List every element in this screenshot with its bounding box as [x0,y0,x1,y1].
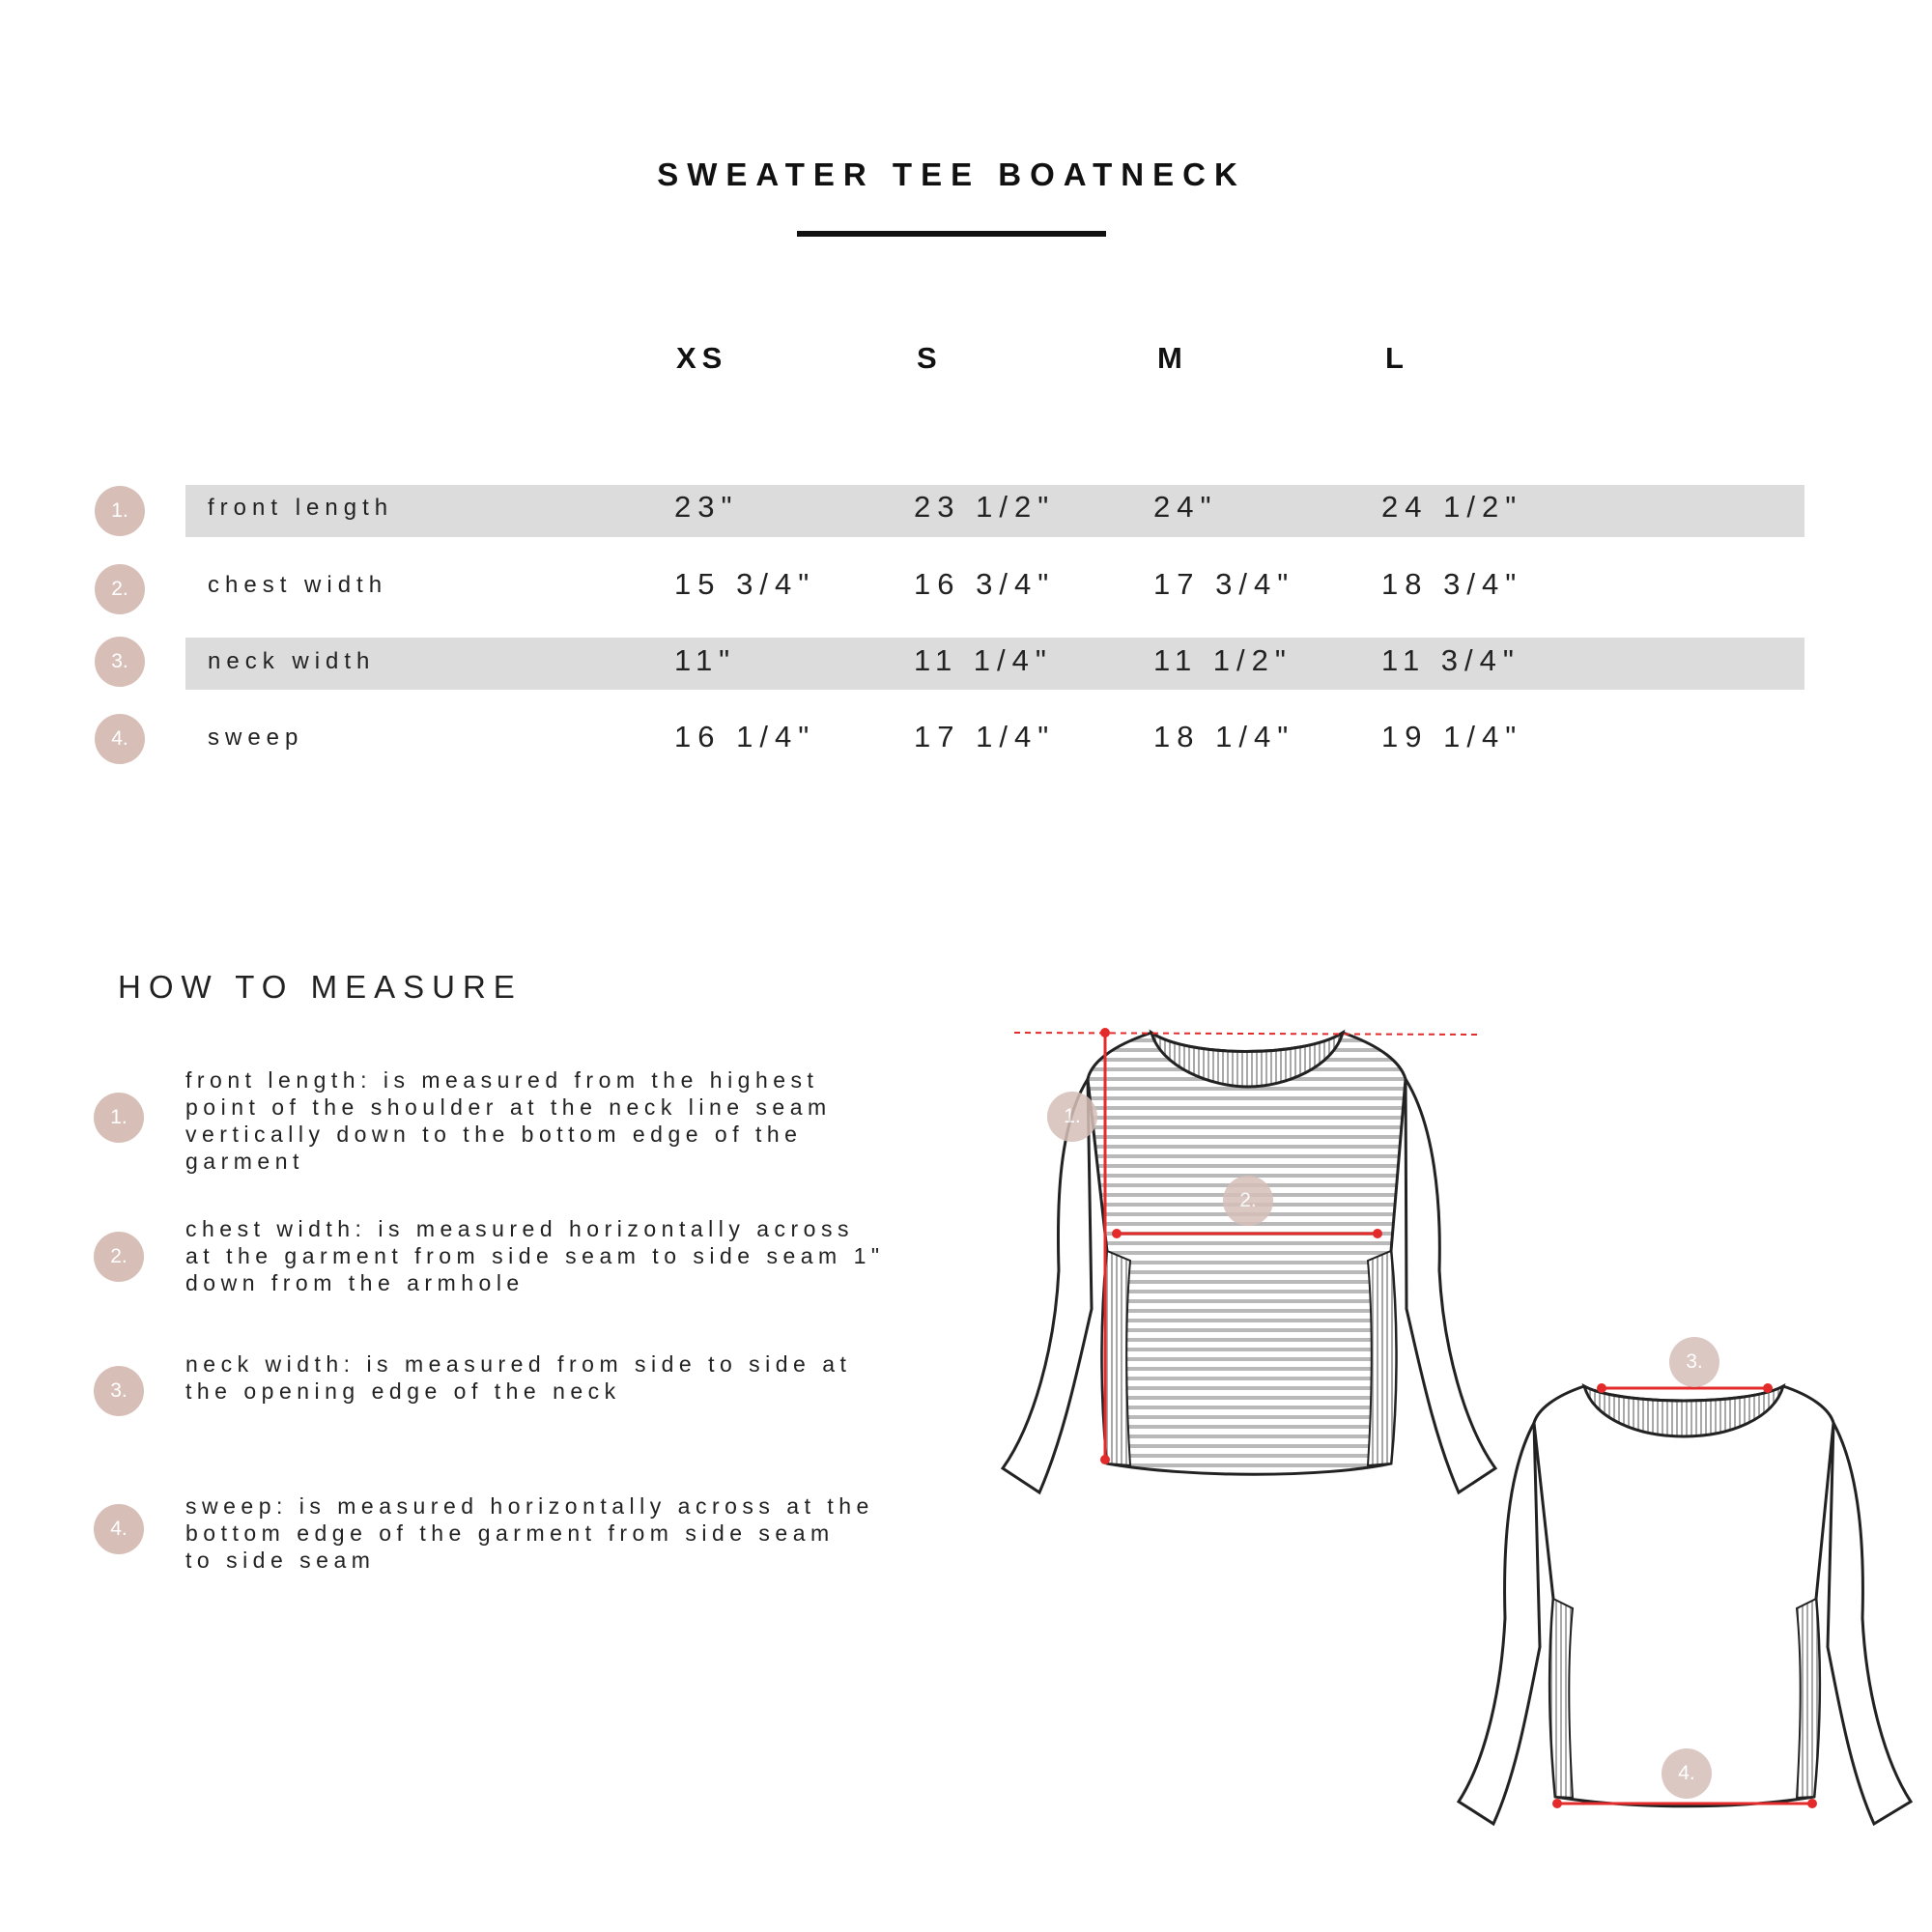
how-to-measure-heading: HOW TO MEASURE [118,969,523,1005]
cell-front-length-m: 24" [1153,490,1218,524]
how-desc-line: point of the shoulder at the neck line seam [185,1094,832,1120]
row-label-sweep: sweep [208,724,304,751]
cell-front-length-s: 23 1/2" [914,490,1056,524]
diagram-badge-2: 2. [1223,1176,1273,1226]
cell-chest-width-l: 18 3/4" [1381,567,1523,601]
title-underline [797,231,1106,237]
cell-front-length-xs: 23" [674,490,739,524]
diagram-badge-4: 4. [1662,1748,1712,1799]
how-desc-front-length [185,1066,987,1175]
cell-chest-width-m: 17 3/4" [1153,567,1295,601]
row-badge-3: 3. [95,637,145,687]
row-badge-4: 4. [95,714,145,764]
cell-neck-width-m: 11 1/2" [1153,643,1293,677]
how-desc-sweep [185,1492,987,1574]
how-desc-line: vertically down to the bottom edge of the [185,1122,803,1147]
cell-sweep-xs: 16 1/4" [674,720,816,753]
cell-neck-width-s: 11 1/4" [914,643,1053,677]
cell-sweep-m: 18 1/4" [1153,720,1295,753]
row-badge-2: 2. [95,564,145,614]
diagram-badge-1: 1. [1047,1092,1097,1142]
row-badge-1: 1. [95,486,145,536]
garment-body [1088,1033,1406,1474]
cell-sweep-l: 19 1/4" [1381,720,1523,753]
shoulder-reference-line [1014,1033,1478,1035]
size-header-xs: XS [676,341,728,375]
how-desc-line: front length: is measured from the highest [185,1067,819,1093]
cell-chest-width-s: 16 3/4" [914,567,1056,601]
how-desc-line: the opening edge of the neck [185,1378,621,1404]
how-badge-3: 3. [94,1366,144,1416]
diagram-badge-3: 3. [1669,1337,1719,1387]
back-right-sleeve [1828,1423,1911,1824]
how-desc-line: garment [185,1149,304,1174]
cell-neck-width-l: 11 3/4" [1381,643,1520,677]
how-desc-chest-width [185,1215,987,1296]
cell-neck-width-xs: 11" [674,643,737,677]
back-left-sleeve [1459,1423,1540,1824]
how-badge-4: 4. [94,1504,144,1554]
size-header-m: M [1157,341,1188,375]
how-desc-line: neck width: is measured from side to side at [185,1351,852,1377]
how-desc-line: to side seam [185,1548,376,1573]
row-label-front-length: front length [208,495,394,521]
how-desc-line: down from the armhole [185,1270,525,1295]
how-desc-line: chest width: is measured horizontally across [185,1216,854,1241]
size-header-l: L [1385,341,1409,375]
how-desc-neck-width [185,1350,987,1405]
cell-chest-width-xs: 15 3/4" [674,567,816,601]
back-garment-body [1534,1386,1833,1806]
cell-front-length-l: 24 1/2" [1381,490,1523,524]
how-desc-line: bottom edge of the garment from side seam [185,1520,835,1546]
row-label-chest-width: chest width [208,572,388,598]
cell-sweep-s: 17 1/4" [914,720,1056,753]
size-header-s: S [917,341,943,375]
how-desc-line: sweep: is measured horizontally across at the [185,1493,874,1519]
how-badge-2: 2. [94,1232,144,1282]
how-badge-1: 1. [94,1093,144,1143]
page-title: SWEATER TEE BOATNECK [657,156,1246,192]
row-label-neck-width: neck width [208,648,376,674]
how-desc-line: at the garment from side seam to side seam 1" [185,1243,885,1268]
